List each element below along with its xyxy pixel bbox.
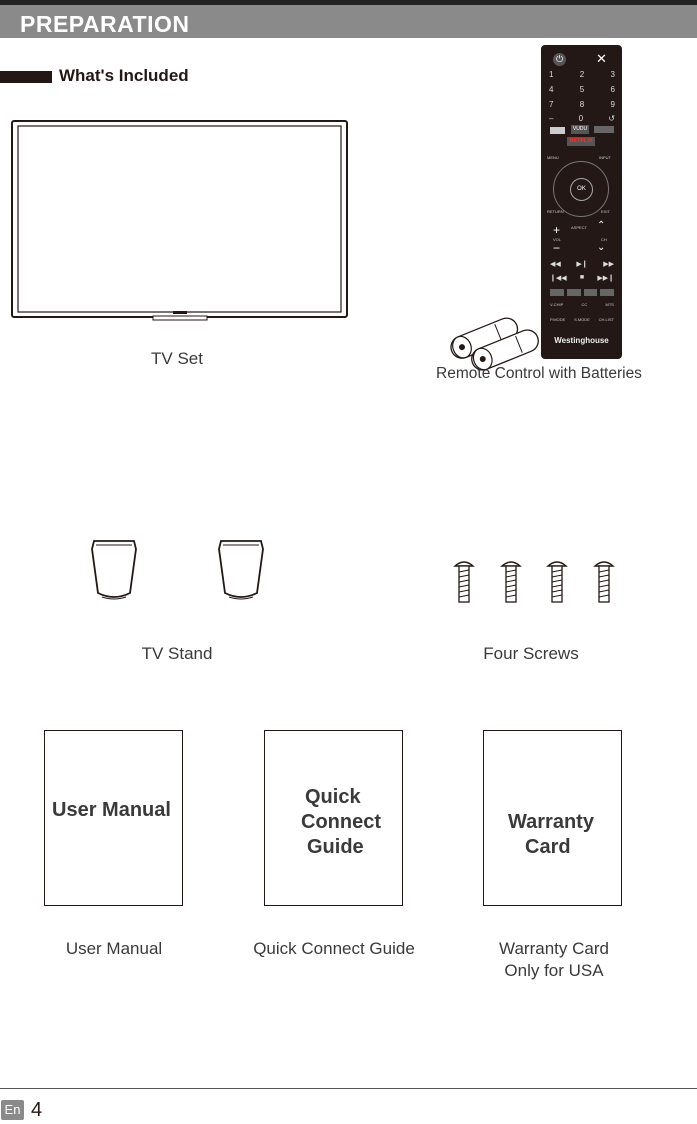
remote-caption: Remote Control with Batteries — [436, 365, 642, 382]
quick-guide-caption: Quick Connect Guide — [253, 939, 415, 958]
remote-key-0: 0 — [578, 114, 584, 123]
section-title: What's Included — [59, 66, 189, 85]
remote-back-key: ↺ — [608, 114, 615, 123]
remote-pmode-label: P.MODE — [550, 317, 566, 322]
warranty-card-book — [483, 730, 622, 906]
remote-vol-label: VOL — [553, 237, 562, 242]
tv-stand-left-foot — [90, 535, 138, 605]
warranty-caption-line1: Warranty Card — [499, 939, 609, 958]
remote-key-3: 3 — [610, 70, 615, 79]
tv-set-illustration — [10, 118, 350, 323]
remote-app-button-2 — [594, 126, 614, 133]
user-manual-book — [44, 730, 183, 906]
chevron-down-icon: ⌄ — [597, 242, 606, 253]
remote-input-label: INPUT — [599, 155, 611, 160]
remote-key-2: 2 — [579, 70, 585, 79]
tv-stand-caption: TV Stand — [141, 644, 213, 663]
warranty-caption-line2: Only for USA — [504, 961, 604, 980]
remote-exit-label: EXIT — [601, 209, 610, 214]
remote-key-4: 4 — [549, 85, 554, 94]
section-marker — [0, 71, 52, 83]
user-manual-caption: User Manual — [65, 939, 163, 958]
remote-key-6: 6 — [610, 85, 615, 94]
remote-key-5: 5 — [579, 85, 585, 94]
remote-brand-logo: Westinghouse — [554, 336, 609, 345]
stop-icon: ■ — [579, 274, 585, 281]
tv-stand-right-foot — [217, 535, 265, 605]
remote-aspect-label: ASPECT — [571, 225, 588, 230]
quick-guide-title-line2: Connect — [301, 811, 381, 833]
plus-icon: + — [553, 223, 561, 237]
remote-netflix-button: NETFLIX — [567, 137, 595, 146]
remote-color-keys — [550, 289, 614, 296]
remote-menu-label: MENU — [547, 155, 559, 160]
remote-vchip-label: V-CHIP — [550, 302, 564, 307]
quick-guide-title-line1: Quick — [305, 786, 361, 808]
remote-dash-key: – — [549, 114, 554, 123]
remote-control — [541, 45, 622, 359]
remote-vudu-button: VUDU — [572, 126, 588, 132]
rewind-icon: ◀◀ — [550, 261, 561, 268]
play-pause-icon: ▶❙ — [576, 261, 588, 268]
page-number: 4 — [31, 1099, 43, 1121]
remote-key-8: 8 — [579, 100, 585, 109]
power-icon: ⏻ — [553, 53, 566, 66]
remote-key-1: 1 — [549, 70, 554, 79]
page-title: PREPARATION — [20, 11, 190, 37]
minus-icon: − — [553, 241, 561, 255]
remote-key-9: 9 — [610, 100, 615, 109]
remote-app-button — [550, 127, 565, 134]
remote-chlist-label: CH.LIST — [598, 317, 614, 322]
warranty-card-title-line2: Card — [525, 836, 571, 858]
remote-ok-button: OK — [570, 178, 593, 201]
chevron-up-icon: ⌃ — [597, 220, 606, 231]
user-manual-book-title: User Manual — [52, 799, 171, 821]
screws-caption: Four Screws — [483, 644, 579, 663]
remote-cc-label: CC — [581, 302, 588, 307]
screws-illustration — [450, 560, 620, 608]
skip-forward-icon: ▶▶❙ — [597, 275, 614, 282]
footer-divider — [0, 1088, 697, 1089]
warranty-card-title-line1: Warranty — [508, 811, 594, 833]
tv-set-caption: TV Set — [151, 349, 203, 368]
remote-key-7: 7 — [549, 100, 554, 109]
batteries-illustration — [440, 312, 550, 367]
mute-icon: ✕ — [596, 51, 607, 66]
fast-forward-icon: ▶▶ — [603, 261, 614, 268]
remote-mts-label: MTS — [605, 302, 614, 307]
remote-smode-label: S.MODE — [574, 317, 590, 322]
skip-back-icon: ❙◀◀ — [550, 275, 567, 282]
remote-ch-label: CH — [601, 237, 607, 242]
language-badge: En — [1, 1100, 24, 1120]
remote-return-label: RETURN — [547, 209, 564, 214]
quick-guide-title-line3: Guide — [307, 836, 364, 858]
quick-guide-book — [264, 730, 403, 906]
